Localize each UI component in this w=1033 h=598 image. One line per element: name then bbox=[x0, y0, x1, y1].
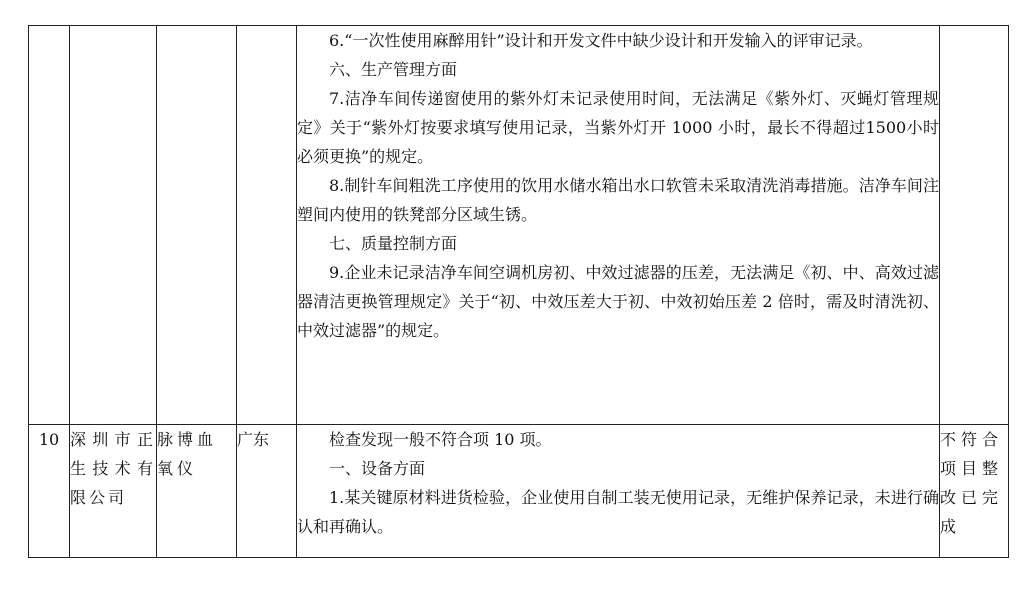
section-heading: 六、生产管理方面 bbox=[329, 60, 458, 79]
section-heading: 七、质量控制方面 bbox=[329, 234, 458, 253]
finding-paragraph: 6.“一次性使用麻醉用针”设计和开发文件中缺少设计和开发输入的评审记录。 bbox=[329, 31, 873, 50]
remark-cell: 不符合项目整改已完成 bbox=[940, 425, 1009, 558]
row-number-cell: 10 bbox=[29, 425, 70, 558]
section-heading: 一、设备方面 bbox=[329, 459, 426, 478]
findings-cell bbox=[297, 26, 940, 425]
finding-paragraph: 7.洁净车间传递窗使用的紫外灯未记录使用时间，无法满足《紫外灯、灭蝇灯管理规定》关于“紫外灯按要求填写使用记录，当紫外灯开 1000 小时，最长不得超过1500小时必须更换”的规定。 bbox=[297, 89, 939, 166]
findings-cell bbox=[297, 425, 940, 558]
finding-summary: 检查发现一般不符合项 10 项。 bbox=[329, 430, 552, 449]
region-cell bbox=[237, 26, 297, 425]
finding-paragraph: 1.某关键原材料进货检验，企业使用自制工装无使用记录，无维护保养记录，未进行确认和再确认。 bbox=[297, 488, 939, 536]
table-row bbox=[29, 425, 1009, 558]
finding-paragraph: 8.制针车间粗洗工序使用的饮用水储水箱出水口软管未采取清洗消毒措施。洁净车间注塑间内使用的铁凳部分区域生锈。 bbox=[297, 176, 939, 224]
table-row bbox=[29, 26, 1009, 425]
row-number-cell bbox=[29, 26, 70, 425]
finding-paragraph: 9.企业未记录洁净车间空调机房初、中效过滤器的压差，无法满足《初、中、高效过滤器清洁更换管理规定》关于“初、中效压差大于初、中效初始压差 2 倍时，需及时清洗初、中效过滤器”的规定。 bbox=[297, 263, 939, 340]
product-cell bbox=[157, 26, 237, 425]
region-cell: 广东 bbox=[237, 425, 297, 558]
company-cell: 深圳市正生技术有限公司 bbox=[70, 425, 157, 558]
company-cell bbox=[70, 26, 157, 425]
product-cell: 脉博血氧仪 bbox=[157, 425, 237, 558]
remark-cell bbox=[940, 26, 1009, 425]
inspection-table bbox=[28, 25, 1009, 558]
